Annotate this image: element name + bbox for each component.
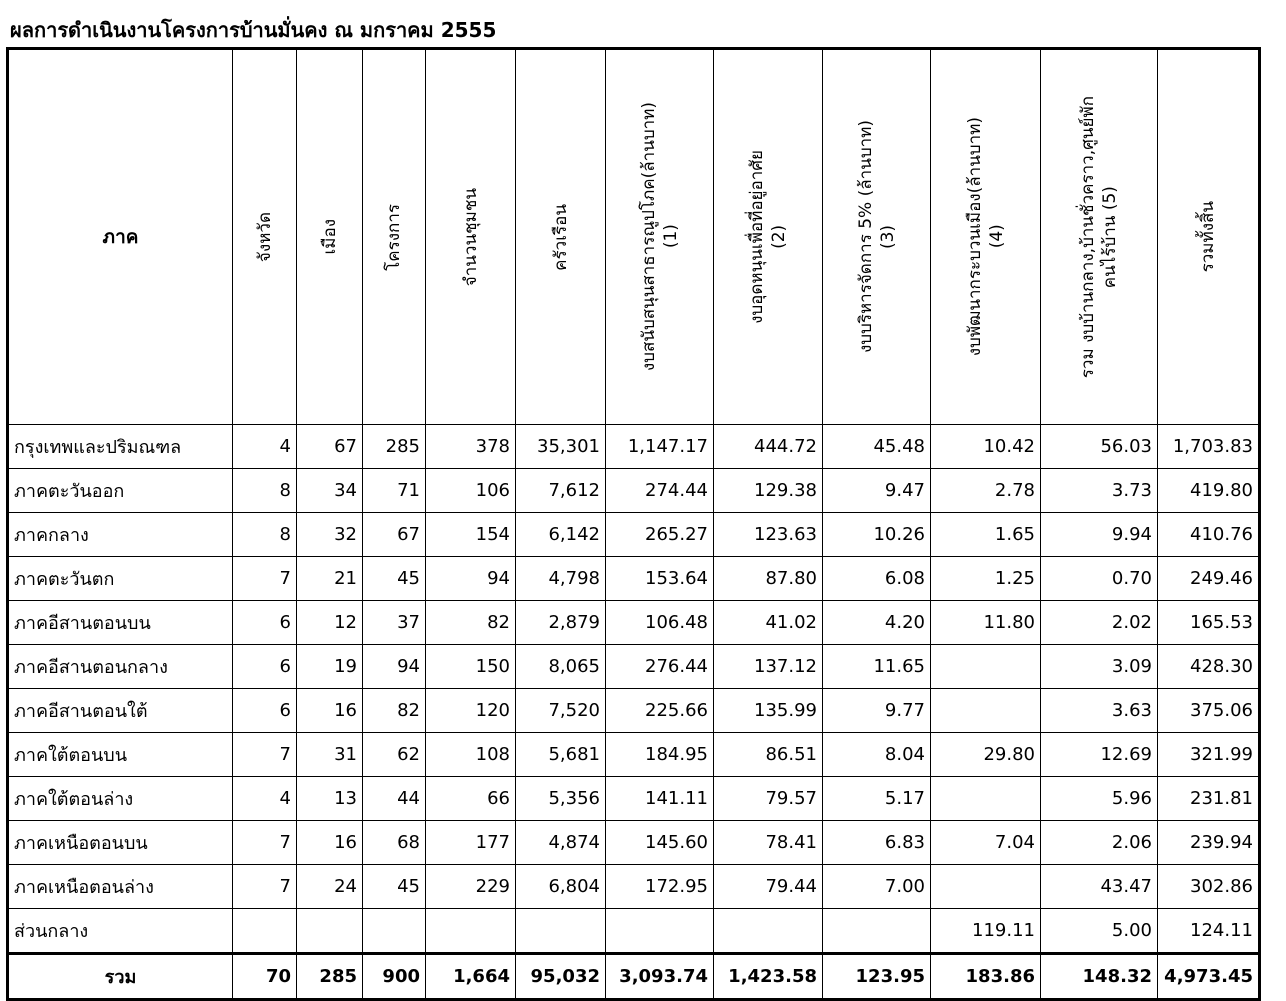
cell-admin_budget: 7.00	[823, 865, 931, 909]
cell-projects: 94	[363, 645, 426, 689]
cell-housing_subsidy: 78.41	[714, 821, 823, 865]
cell-households	[516, 909, 606, 954]
cell-grand_total: 239.94	[1158, 821, 1260, 865]
cell-communities: 150	[426, 645, 516, 689]
cell-city_process	[931, 777, 1041, 821]
column-header-line: คนไร้บ้าน (5)	[1100, 185, 1120, 289]
cell-admin_budget: 11.65	[823, 645, 931, 689]
cell-cities: 16	[297, 689, 363, 733]
column-header-line: รวม งบบ้านกลาง,บ้านชั่วคราว,ศูนย์พัก	[1078, 95, 1098, 379]
cell-housing_subsidy: 79.57	[714, 777, 823, 821]
cell-admin_budget: 9.47	[823, 469, 931, 513]
cell-projects: 67	[363, 513, 426, 557]
column-header-provinces	[233, 49, 297, 425]
cell-infra_budget: 265.27	[606, 513, 714, 557]
cell-households: 95,032	[516, 954, 606, 1000]
column-header-line: (1)	[660, 224, 681, 250]
region-cell: ภาคอีสานตอนบน	[8, 601, 233, 645]
cell-projects: 285	[363, 425, 426, 469]
column-header-region: ภาค	[8, 49, 233, 425]
cell-provinces	[233, 909, 297, 954]
cell-city_process: 10.42	[931, 425, 1041, 469]
cell-housing_subsidy: 79.44	[714, 865, 823, 909]
cell-households: 5,356	[516, 777, 606, 821]
region-cell: ภาคอีสานตอนกลาง	[8, 645, 233, 689]
cell-households: 7,612	[516, 469, 606, 513]
cell-provinces: 4	[233, 425, 297, 469]
region-cell: ส่วนกลาง	[8, 909, 233, 954]
region-cell: ภาคกลาง	[8, 513, 233, 557]
cell-communities: 108	[426, 733, 516, 777]
cell-housing_subsidy: 444.72	[714, 425, 823, 469]
column-header-city_process	[931, 49, 1041, 425]
cell-households: 6,804	[516, 865, 606, 909]
table-row	[8, 689, 1260, 733]
region-cell: กรุงเทพและปริมณฑล	[8, 425, 233, 469]
cell-infra_budget: 106.48	[606, 601, 714, 645]
cell-provinces: 8	[233, 469, 297, 513]
cell-admin_budget: 4.20	[823, 601, 931, 645]
cell-central_housing: 2.06	[1041, 821, 1158, 865]
cell-infra_budget: 153.64	[606, 557, 714, 601]
cell-projects: 68	[363, 821, 426, 865]
data-table	[6, 47, 1261, 1001]
cell-communities: 229	[426, 865, 516, 909]
table-row	[8, 821, 1260, 865]
cell-central_housing: 0.70	[1041, 557, 1158, 601]
table-row	[8, 425, 1260, 469]
cell-communities: 106	[426, 469, 516, 513]
cell-city_process: 183.86	[931, 954, 1041, 1000]
cell-households: 5,681	[516, 733, 606, 777]
cell-cities: 67	[297, 425, 363, 469]
cell-city_process: 1.65	[931, 513, 1041, 557]
region-cell: ภาคอีสานตอนใต้	[8, 689, 233, 733]
cell-grand_total: 124.11	[1158, 909, 1260, 954]
cell-infra_budget: 172.95	[606, 865, 714, 909]
column-header-grand_total	[1158, 49, 1260, 425]
column-header-line: รวมทั้งสิ้น	[1198, 201, 1218, 273]
column-header-line: จังหวัด	[254, 211, 275, 263]
cell-cities: 285	[297, 954, 363, 1000]
cell-communities: 82	[426, 601, 516, 645]
cell-communities: 378	[426, 425, 516, 469]
column-header-cities	[297, 49, 363, 425]
cell-projects: 62	[363, 733, 426, 777]
region-cell: ภาคตะวันออก	[8, 469, 233, 513]
cell-admin_budget: 6.08	[823, 557, 931, 601]
cell-cities: 16	[297, 821, 363, 865]
cell-projects: 37	[363, 601, 426, 645]
cell-cities: 34	[297, 469, 363, 513]
cell-grand_total: 1,703.83	[1158, 425, 1260, 469]
region-cell: รวม	[8, 954, 233, 1000]
cell-central_housing: 5.00	[1041, 909, 1158, 954]
column-header-central_housing	[1041, 49, 1158, 425]
cell-households: 6,142	[516, 513, 606, 557]
cell-households: 4,874	[516, 821, 606, 865]
region-cell: ภาคเหนือตอนล่าง	[8, 865, 233, 909]
cell-grand_total: 249.46	[1158, 557, 1260, 601]
cell-projects: 82	[363, 689, 426, 733]
column-header-line: ครัวเรือน	[550, 203, 571, 271]
region-cell: ภาคตะวันตก	[8, 557, 233, 601]
cell-provinces: 7	[233, 821, 297, 865]
table-row	[8, 513, 1260, 557]
cell-central_housing: 3.73	[1041, 469, 1158, 513]
cell-central_housing: 5.96	[1041, 777, 1158, 821]
cell-admin_budget: 10.26	[823, 513, 931, 557]
cell-grand_total: 428.30	[1158, 645, 1260, 689]
cell-households: 2,879	[516, 601, 606, 645]
cell-grand_total: 165.53	[1158, 601, 1260, 645]
header-row	[8, 49, 1260, 425]
column-header-line: (2)	[769, 224, 789, 250]
cell-housing_subsidy: 123.63	[714, 513, 823, 557]
column-header-housing_subsidy	[714, 49, 823, 425]
cell-city_process	[931, 645, 1041, 689]
cell-admin_budget: 123.95	[823, 954, 931, 1000]
cell-central_housing: 3.63	[1041, 689, 1158, 733]
cell-provinces: 7	[233, 865, 297, 909]
cell-provinces: 6	[233, 601, 297, 645]
cell-housing_subsidy	[714, 909, 823, 954]
table-row	[8, 865, 1260, 909]
cell-central_housing: 9.94	[1041, 513, 1158, 557]
cell-provinces: 6	[233, 645, 297, 689]
table-row	[8, 733, 1260, 777]
cell-cities	[297, 909, 363, 954]
cell-infra_budget: 145.60	[606, 821, 714, 865]
cell-housing_subsidy: 86.51	[714, 733, 823, 777]
cell-projects: 44	[363, 777, 426, 821]
cell-city_process: 2.78	[931, 469, 1041, 513]
column-header-line: เมือง	[319, 219, 340, 255]
cell-admin_budget: 5.17	[823, 777, 931, 821]
cell-admin_budget: 9.77	[823, 689, 931, 733]
column-header-line: งบพัฒนากระบวนเมือง(ล้านบาท)	[964, 117, 985, 357]
cell-communities: 177	[426, 821, 516, 865]
cell-grand_total: 302.86	[1158, 865, 1260, 909]
column-header-line: (3)	[877, 224, 898, 250]
column-header-line: (4)	[986, 224, 1007, 250]
cell-city_process: 7.04	[931, 821, 1041, 865]
cell-infra_budget: 1,147.17	[606, 425, 714, 469]
cell-infra_budget: 274.44	[606, 469, 714, 513]
cell-communities: 94	[426, 557, 516, 601]
cell-cities: 21	[297, 557, 363, 601]
cell-cities: 32	[297, 513, 363, 557]
cell-communities	[426, 909, 516, 954]
cell-city_process	[931, 865, 1041, 909]
column-header-communities	[426, 49, 516, 425]
cell-infra_budget: 225.66	[606, 689, 714, 733]
page-title: ผลการดำเนินงานโครงการบ้านมั่นคง ณ มกราคม 2555	[10, 18, 497, 42]
cell-central_housing: 148.32	[1041, 954, 1158, 1000]
cell-households: 8,065	[516, 645, 606, 689]
cell-provinces: 6	[233, 689, 297, 733]
cell-admin_budget: 8.04	[823, 733, 931, 777]
table-row	[8, 777, 1260, 821]
column-header-line: โครงการ	[384, 203, 404, 271]
cell-households: 4,798	[516, 557, 606, 601]
cell-housing_subsidy: 41.02	[714, 601, 823, 645]
cell-households: 7,520	[516, 689, 606, 733]
column-header-households	[516, 49, 606, 425]
cell-city_process	[931, 689, 1041, 733]
cell-housing_subsidy: 135.99	[714, 689, 823, 733]
region-cell: ภาคใต้ตอนล่าง	[8, 777, 233, 821]
cell-cities: 13	[297, 777, 363, 821]
table-row	[8, 645, 1260, 689]
cell-provinces: 7	[233, 733, 297, 777]
cell-grand_total: 231.81	[1158, 777, 1260, 821]
cell-grand_total: 321.99	[1158, 733, 1260, 777]
column-header-admin_budget	[823, 49, 931, 425]
cell-grand_total: 375.06	[1158, 689, 1260, 733]
cell-housing_subsidy: 137.12	[714, 645, 823, 689]
cell-housing_subsidy: 129.38	[714, 469, 823, 513]
cell-city_process: 1.25	[931, 557, 1041, 601]
table-row	[8, 469, 1260, 513]
cell-central_housing: 2.02	[1041, 601, 1158, 645]
region-cell: ภาคใต้ตอนบน	[8, 733, 233, 777]
cell-projects: 71	[363, 469, 426, 513]
cell-cities: 19	[297, 645, 363, 689]
cell-households: 35,301	[516, 425, 606, 469]
cell-infra_budget: 141.11	[606, 777, 714, 821]
cell-grand_total: 4,973.45	[1158, 954, 1260, 1000]
table-body	[8, 425, 1260, 1000]
cell-provinces: 4	[233, 777, 297, 821]
cell-provinces: 8	[233, 513, 297, 557]
region-cell: ภาคเหนือตอนบน	[8, 821, 233, 865]
cell-communities: 120	[426, 689, 516, 733]
cell-central_housing: 56.03	[1041, 425, 1158, 469]
cell-communities: 154	[426, 513, 516, 557]
cell-projects: 900	[363, 954, 426, 1000]
cell-infra_budget: 184.95	[606, 733, 714, 777]
cell-city_process: 119.11	[931, 909, 1041, 954]
cell-provinces: 70	[233, 954, 297, 1000]
column-header-infra_budget	[606, 49, 714, 425]
cell-infra_budget	[606, 909, 714, 954]
table-row	[8, 601, 1260, 645]
cell-admin_budget	[823, 909, 931, 954]
cell-projects: 45	[363, 865, 426, 909]
cell-projects: 45	[363, 557, 426, 601]
cell-city_process: 29.80	[931, 733, 1041, 777]
cell-grand_total: 410.76	[1158, 513, 1260, 557]
cell-central_housing: 12.69	[1041, 733, 1158, 777]
table-row	[8, 909, 1260, 954]
column-header-line: งบสนับสนุนสาธารณูปโภค(ล้านบาท)	[638, 102, 659, 372]
cell-projects	[363, 909, 426, 954]
cell-grand_total: 419.80	[1158, 469, 1260, 513]
column-header-line: งบอุดหนุนเพื่อที่อยู่อาศัย	[747, 150, 767, 324]
cell-communities: 66	[426, 777, 516, 821]
cell-admin_budget: 45.48	[823, 425, 931, 469]
cell-cities: 12	[297, 601, 363, 645]
column-header-projects	[363, 49, 426, 425]
cell-central_housing: 43.47	[1041, 865, 1158, 909]
cell-communities: 1,664	[426, 954, 516, 1000]
cell-city_process: 11.80	[931, 601, 1041, 645]
cell-housing_subsidy: 87.80	[714, 557, 823, 601]
cell-cities: 24	[297, 865, 363, 909]
cell-central_housing: 3.09	[1041, 645, 1158, 689]
cell-admin_budget: 6.83	[823, 821, 931, 865]
cell-cities: 31	[297, 733, 363, 777]
column-header-line: งบบริหารจัดการ 5% (ล้านบาท)	[855, 120, 876, 354]
total-row	[8, 954, 1260, 1000]
cell-infra_budget: 276.44	[606, 645, 714, 689]
cell-infra_budget: 3,093.74	[606, 954, 714, 1000]
cell-housing_subsidy: 1,423.58	[714, 954, 823, 1000]
table-row	[8, 557, 1260, 601]
column-header-line: จำนวนชุมชน	[460, 187, 481, 287]
cell-provinces: 7	[233, 557, 297, 601]
